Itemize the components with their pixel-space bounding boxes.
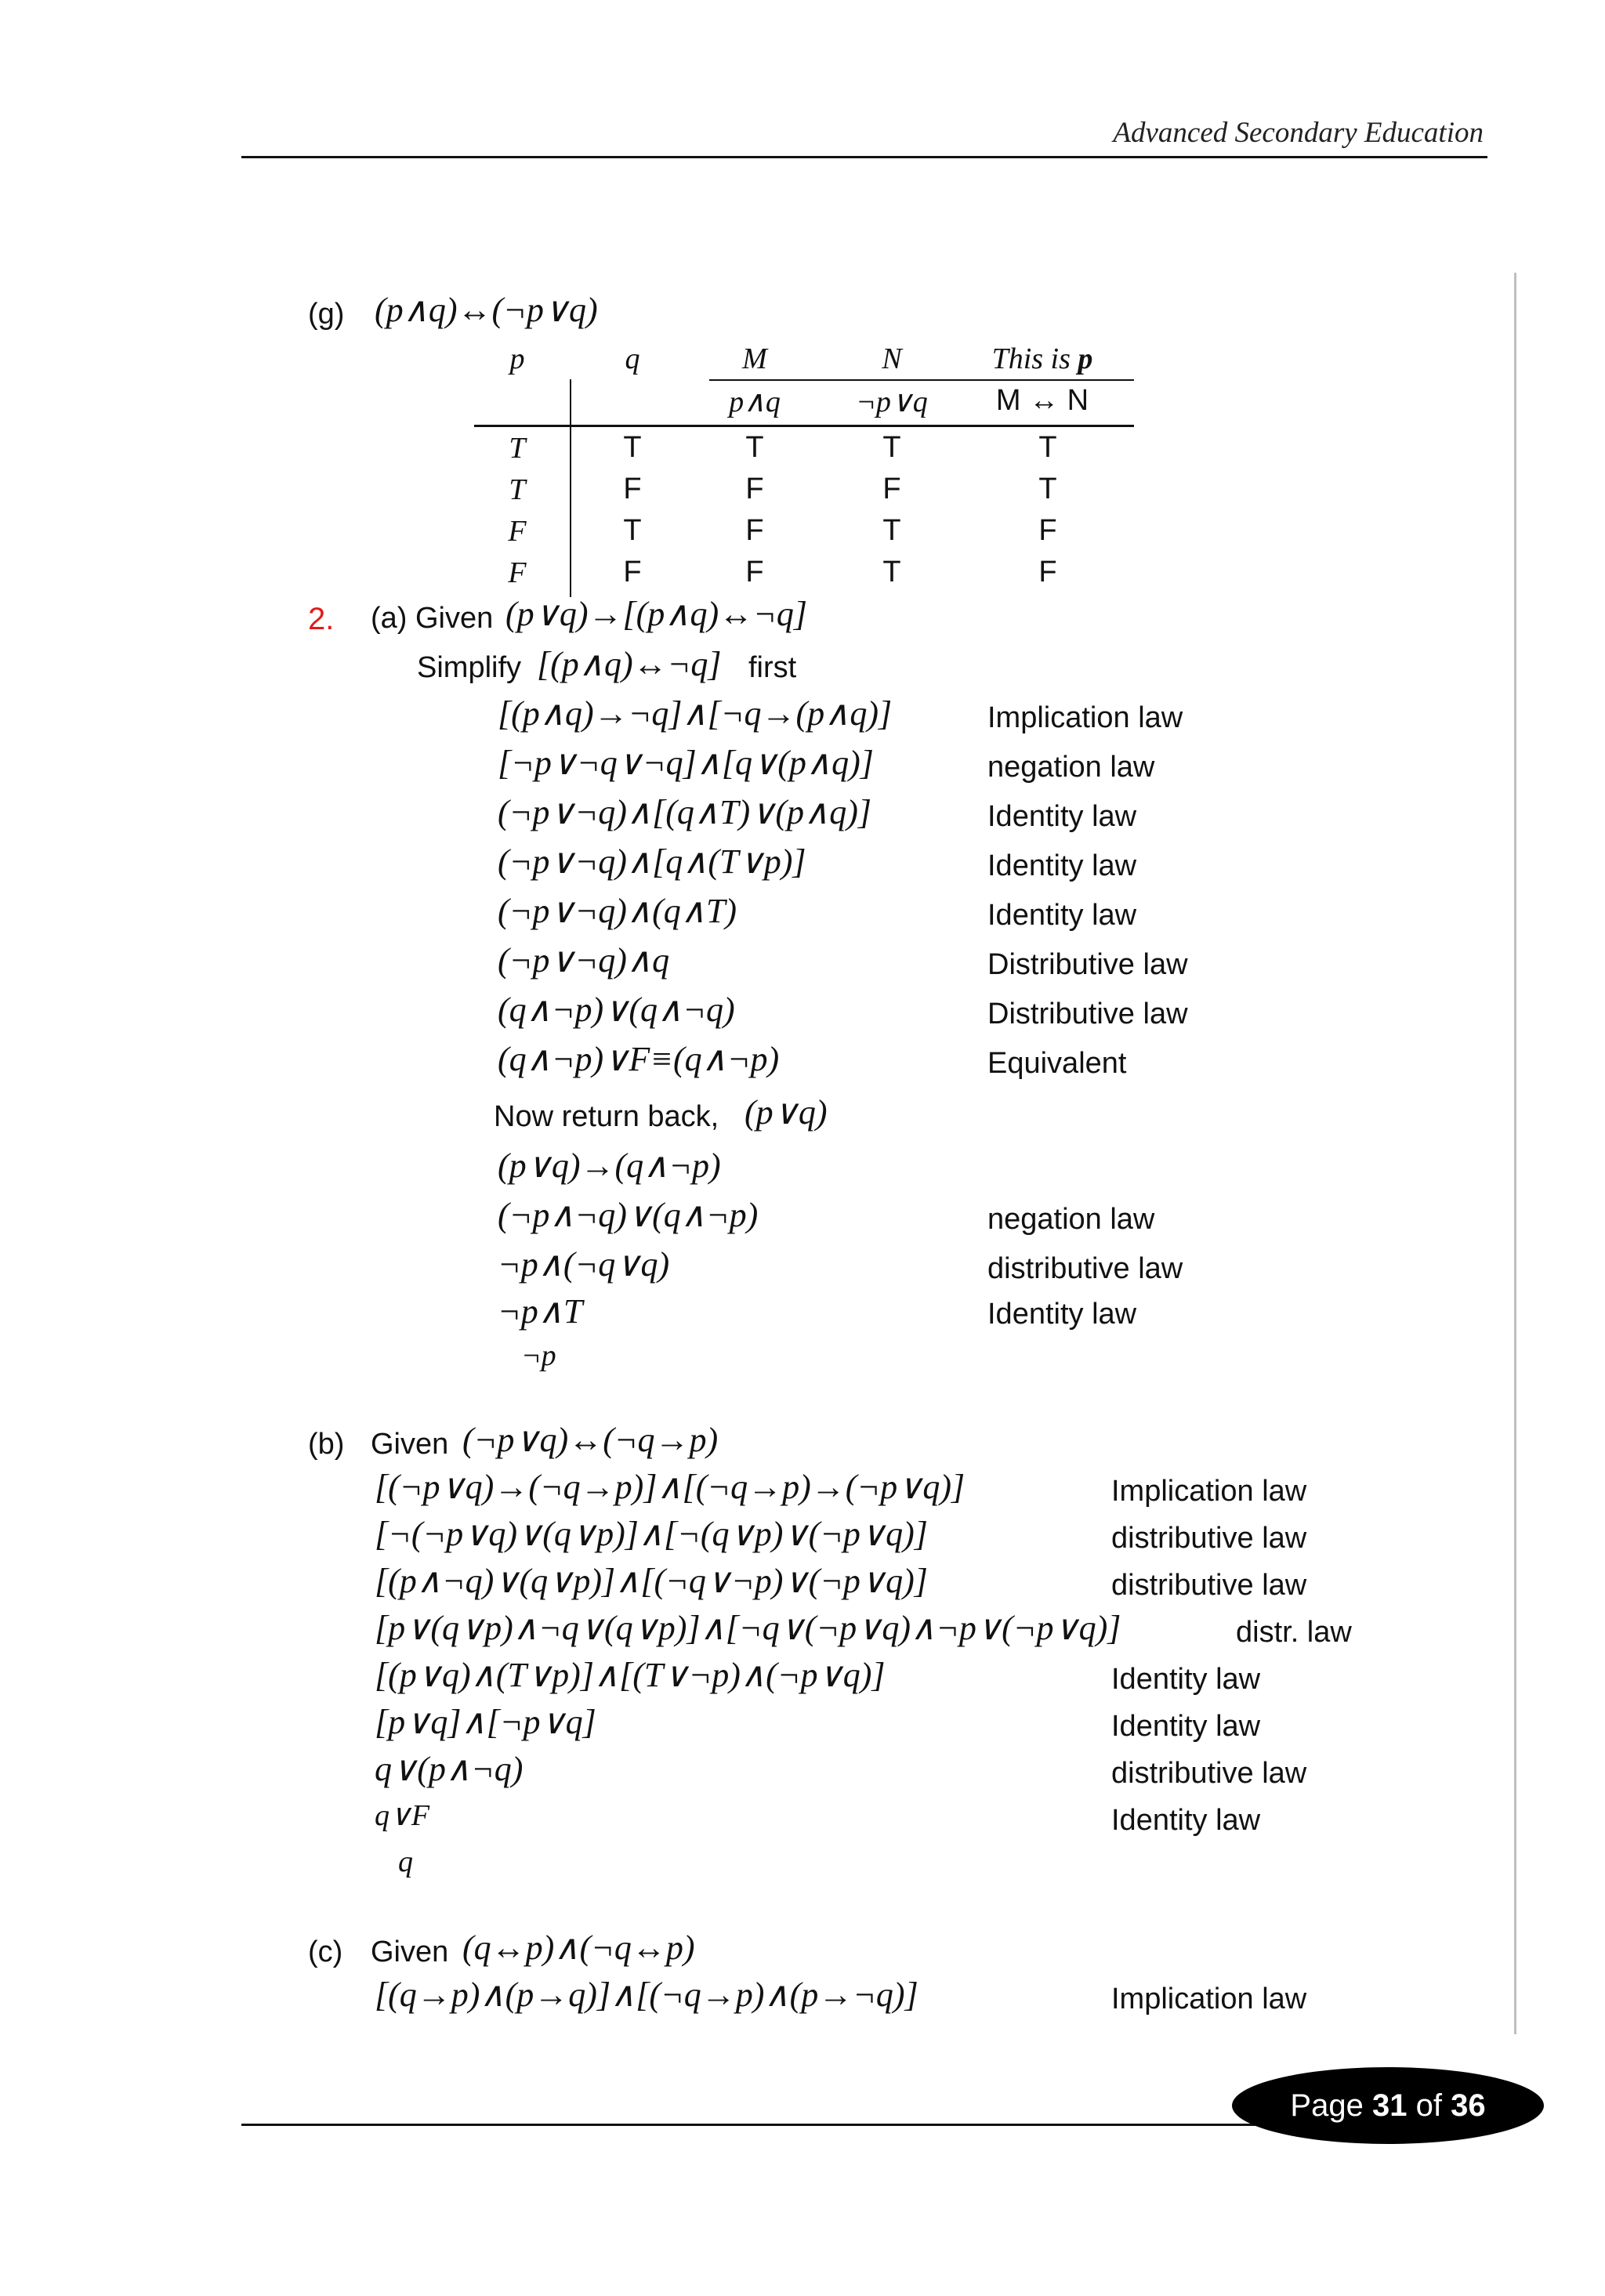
cell-r1-p: T xyxy=(509,432,526,465)
cell-r3-n: T xyxy=(882,514,901,547)
a-step-6: (¬p∨¬q)∧q xyxy=(498,941,670,980)
a-step2-3: ¬p∧(¬q∨q) xyxy=(498,1245,670,1284)
a-step-1: [(p∧q)→¬q]∧[¬q→(p∧q)] xyxy=(498,694,893,733)
cell-r1-m: T xyxy=(745,431,764,464)
b-step-6: [p∨q]∧[¬p∨q] xyxy=(375,1703,596,1741)
header-underline-rest xyxy=(823,379,1134,381)
a-step2-1: (p∨q)→(q∧¬p) xyxy=(498,1146,721,1185)
table-header-q: q xyxy=(625,342,640,375)
cell-r4-p: F xyxy=(508,556,527,589)
b-step-5: [(p∨q)∧(T∨p)]∧[(T∨¬p)∧(¬p∨q)] xyxy=(375,1656,886,1694)
a-step-5-law: Identity law xyxy=(987,899,1137,932)
header-divider xyxy=(241,156,1487,158)
page-current: 31 xyxy=(1371,2088,1408,2123)
b-step-6-law: Identity law xyxy=(1111,1710,1261,1743)
table-header-m: M xyxy=(742,342,767,375)
b-step-8-law: Identity law xyxy=(1111,1804,1261,1837)
a-step-7: (q∧¬p)∨(q∧¬q) xyxy=(498,990,735,1029)
return-back-text: Now return back, xyxy=(494,1100,719,1133)
page-number-badge xyxy=(1232,2067,1544,2144)
a-step-7-law: Distributive law xyxy=(987,998,1188,1030)
a-step2-2-law: negation law xyxy=(987,1203,1155,1236)
a-step2-3-law: distributive law xyxy=(987,1252,1183,1285)
b-step-3: [(p∧¬q)∨(q∨p)]∧[(¬q∨¬p)∨(¬p∨q)] xyxy=(375,1562,928,1600)
simplify-expression: [(p∧q)↔¬q] xyxy=(537,645,722,683)
page-total: 36 xyxy=(1451,2088,1486,2123)
cell-r1-n: T xyxy=(882,431,901,464)
a-step-4-law: Identity law xyxy=(987,849,1137,882)
cell-r2-q: F xyxy=(623,473,642,505)
cell-r1-q: T xyxy=(623,431,642,464)
part-a-label: (a) Given xyxy=(371,602,494,635)
a-step-4: (¬p∨¬q)∧[q∧(T∨p)] xyxy=(498,842,806,881)
a-step-8-law: Equivalent xyxy=(987,1047,1127,1080)
b-step-1-law: Implication law xyxy=(1111,1475,1307,1508)
b-step-7-law: distributive law xyxy=(1111,1757,1307,1790)
a-final-result: ¬p xyxy=(521,1339,556,1372)
cell-r3-m: F xyxy=(745,514,764,547)
a-step2-2: (¬p∧¬q)∨(q∧¬p) xyxy=(498,1196,759,1234)
part-g-label: (g) xyxy=(308,298,345,331)
cell-r3-q: T xyxy=(623,514,642,547)
b-step-1: [(¬p∨q)→(¬q→p)]∧[(¬q→p)→(¬p∨q)] xyxy=(375,1468,966,1506)
cell-r4-res: F xyxy=(1038,556,1057,588)
table-header-result-text: This is xyxy=(991,342,1071,375)
return-back-expression: (p∨q) xyxy=(745,1093,828,1132)
a-step-8: (q∧¬p)∨F≡(q∧¬p) xyxy=(498,1040,780,1078)
b-step-4: [p∨(q∨p)∧¬q∨(q∨p)]∧[¬q∨(¬p∨q)∧¬p∨(¬p∨q)] xyxy=(375,1609,1121,1647)
cell-r2-n: F xyxy=(882,473,901,505)
page-prefix: Page xyxy=(1290,2088,1364,2123)
part-a-given: (p∨q)→[(p∧q)↔¬q] xyxy=(505,595,807,633)
table-header-result-bold: p xyxy=(1078,342,1093,375)
table-header-p: p xyxy=(509,342,525,375)
b-step-5-law: Identity law xyxy=(1111,1663,1261,1696)
cell-r2-res: T xyxy=(1038,473,1057,505)
a-step2-4: ¬p∧T xyxy=(498,1292,583,1331)
header-underline-m xyxy=(709,379,823,381)
part-c-given: (q↔p)∧(¬q↔p) xyxy=(462,1928,695,1967)
cell-r4-q: F xyxy=(623,556,642,588)
b-step-8: q∨F xyxy=(375,1799,430,1832)
b-step-4-law: distr. law xyxy=(1236,1616,1352,1649)
cell-r2-m: F xyxy=(745,473,764,505)
b-final-result: q xyxy=(398,1845,413,1878)
a-step-2-law: negation law xyxy=(987,751,1155,784)
a-step-3-law: Identity law xyxy=(987,800,1137,833)
cell-r2-p: T xyxy=(509,473,526,506)
a-step-5: (¬p∨¬q)∧(q∧T) xyxy=(498,892,737,930)
cell-r4-m: F xyxy=(745,556,764,588)
c-step-1-law: Implication law xyxy=(1111,1983,1307,2015)
table-header-n: N xyxy=(882,342,902,375)
b-step-3-law: distributive law xyxy=(1111,1569,1307,1602)
b-step-2: [¬(¬p∨q)∨(q∨p)]∧[¬(q∨p)∨(¬p∨q)] xyxy=(375,1515,928,1553)
a-step-1-law: Implication law xyxy=(987,701,1183,734)
question-number: 2. xyxy=(308,602,335,636)
table-subheader-result: M ↔ N xyxy=(995,384,1089,417)
part-b-given-text: Given xyxy=(371,1428,449,1461)
a-step-3: (¬p∨¬q)∧[(q∧T)∨(p∧q)] xyxy=(498,793,872,831)
part-c-given-text: Given xyxy=(371,1936,449,1968)
part-b-label: (b) xyxy=(308,1428,345,1461)
table-header-rule xyxy=(474,425,1134,427)
part-b-given: (¬p∨q)↔(¬q→p) xyxy=(462,1421,719,1459)
side-divider xyxy=(1514,273,1516,2034)
header-title: Advanced Secondary Education xyxy=(1113,117,1484,149)
a-step2-4-law: Identity law xyxy=(987,1298,1137,1331)
b-step-7: q∨(p∧¬q) xyxy=(375,1750,524,1788)
cell-r3-res: F xyxy=(1038,514,1057,547)
table-header-result xyxy=(948,342,1136,376)
c-step-1: [(q→p)∧(p→q)]∧[(¬q→p)∧(p→¬q)] xyxy=(375,1976,918,2014)
cell-r1-res: T xyxy=(1038,431,1057,464)
a-step-6-law: Distributive law xyxy=(987,948,1188,981)
table-subheader-m: p∧q xyxy=(729,386,781,418)
cell-r3-p: F xyxy=(508,515,527,548)
table-subheader-n: ¬p∨q xyxy=(856,386,928,418)
page-of: of xyxy=(1415,2088,1442,2123)
simplify-text: Simplify xyxy=(417,651,522,684)
cell-r4-n: T xyxy=(882,556,901,588)
part-g-expression: (p∧q)↔(¬p∨q) xyxy=(375,291,598,329)
simplify-first-text: first xyxy=(748,651,797,684)
part-c-label: (c) xyxy=(308,1936,343,1968)
truth-table xyxy=(474,339,1134,597)
a-step-2: [¬p∨¬q∨¬q]∧[q∨(p∧q)] xyxy=(498,744,874,782)
table-vertical-rule xyxy=(570,379,571,597)
b-step-2-law: distributive law xyxy=(1111,1522,1307,1555)
